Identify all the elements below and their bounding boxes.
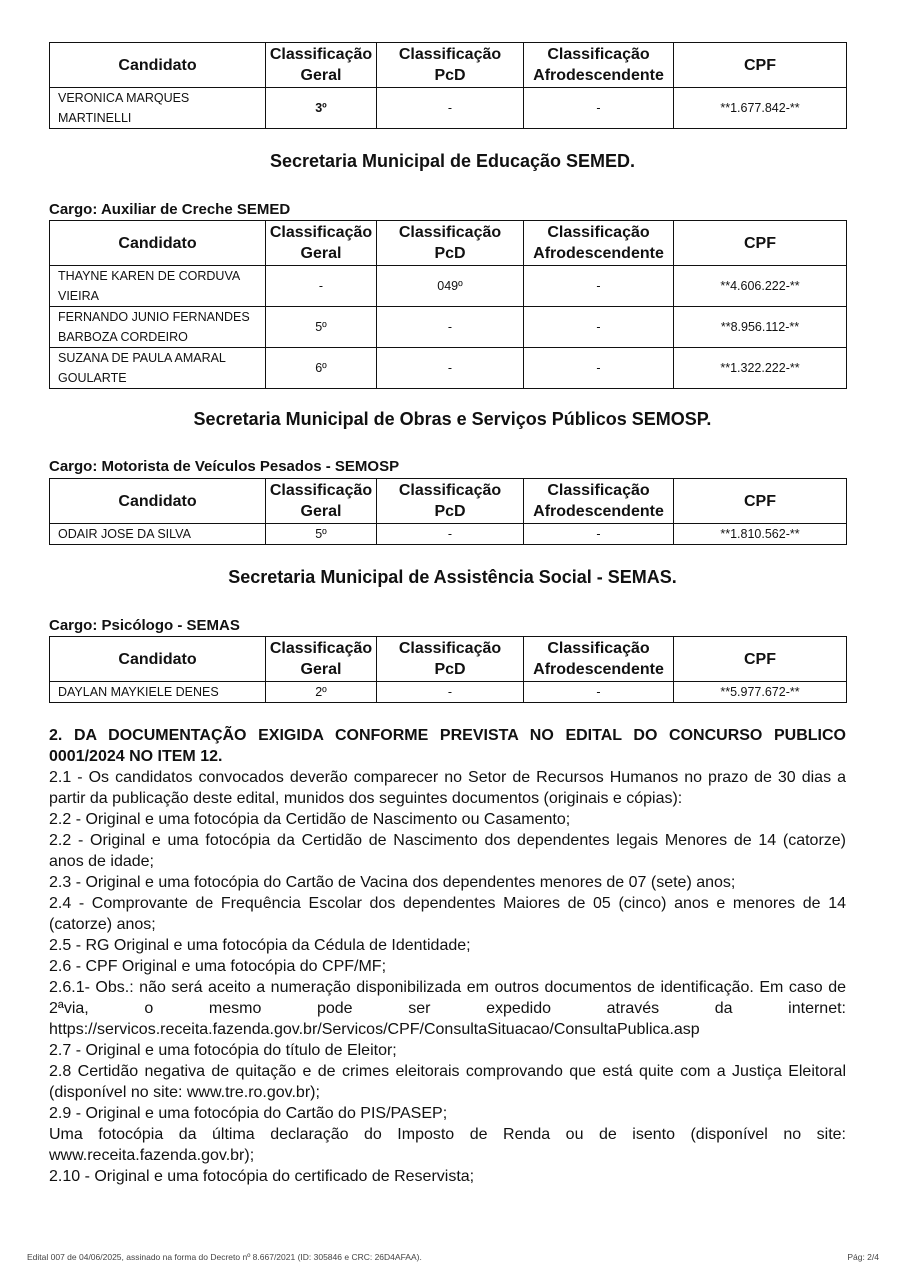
cell-cpf: **1.677.842-**: [674, 88, 847, 129]
candidates-table-semas: [49, 636, 847, 703]
header-candidato: Candidato: [50, 637, 266, 682]
header-afro: Classificação Afrodescendente: [524, 637, 674, 682]
table-row: [50, 682, 847, 703]
cell-candidato: THAYNE KAREN DE CORDUVA VIEIRA: [50, 266, 266, 307]
cell-cpf: **1.322.222-**: [674, 348, 847, 389]
cell-pcd: -: [377, 682, 524, 703]
cell-afro: -: [524, 266, 674, 307]
header-afro: Classificação Afrodescendente: [524, 221, 674, 266]
cell-candidato: DAYLAN MAYKIELE DENES: [50, 682, 266, 703]
header-cpf: CPF: [674, 479, 847, 524]
item-2-4: 2.4 - Comprovante de Frequência Escolar dos dependentes Maiores de 05 (cinco) anos e menores de 14 (catorze) anos;: [49, 895, 846, 933]
item-2-9: 2.9 - Original e uma fotocópia do Cartão do PIS/PASEP;: [49, 1105, 448, 1122]
table-header-row: [50, 479, 847, 524]
cell-geral: -: [266, 266, 377, 307]
header-pcd: Classificação PcD: [377, 221, 524, 266]
item-2-1: 2.1 - Os candidatos convocados deverão comparecer no Setor de Recursos Humanos no prazo de 30 dias a partir da publicação deste edital, munidos dos seguintes documentos (originais e cópias):: [49, 769, 846, 807]
header-geral: Classificação Geral: [266, 479, 377, 524]
item-2-10: 2.10 - Original e uma fotocópia do certificado de Reservista;: [49, 1168, 475, 1185]
table-row: [50, 524, 847, 545]
table-row: [50, 348, 847, 389]
cell-candidato: ODAIR JOSE DA SILVA: [50, 524, 266, 545]
candidates-table-semosp: [49, 478, 847, 545]
cell-candidato: FERNANDO JUNIO FERNANDES BARBOZA CORDEIRO: [50, 307, 266, 348]
item-2-7: 2.7 - Original e uma fotocópia do título de Eleitor;: [49, 1042, 397, 1059]
cell-pcd: -: [377, 307, 524, 348]
header-cpf: CPF: [674, 221, 847, 266]
header-candidato: Candidato: [50, 43, 266, 88]
item-2-2-b: 2.2 - Original e uma fotocópia da Certidão de Nascimento dos dependentes legais Menores de 14 (catorze) anos de idade;: [49, 832, 846, 870]
header-geral: Classificação Geral: [266, 637, 377, 682]
header-cpf: CPF: [674, 637, 847, 682]
section-title-semed: Secretaria Municipal de Educação SEMED.: [269, 151, 636, 171]
cell-cpf: **4.606.222-**: [674, 266, 847, 307]
footer-page-number: Pág: 2/4: [847, 1252, 879, 1262]
cell-afro: -: [524, 524, 674, 545]
table-header-row: [50, 637, 847, 682]
footer-edital-note: Edital 007 de 04/06/2025, assinado na forma do Decreto nº 8.667/2021 (ID: 305846 e CRC: 26D4AFAA).: [27, 1252, 422, 1262]
cell-cpf: **8.956.112-**: [674, 307, 847, 348]
header-geral: Classificação Geral: [266, 43, 377, 88]
cell-geral: 6º: [266, 348, 377, 389]
candidates-table-previous: [49, 42, 847, 129]
table-header-row: [50, 221, 847, 266]
candidates-table-semed: [49, 220, 847, 389]
cell-candidato: VERONICA MARQUES MARTINELLI: [50, 88, 266, 129]
cell-pcd: 049º: [377, 266, 524, 307]
cell-afro: -: [524, 307, 674, 348]
cell-pcd: -: [377, 524, 524, 545]
cell-afro: -: [524, 88, 674, 129]
item-imposto-renda: Uma fotocópia da última declaração do Imposto de Renda ou de isento (disponível no site: www.receita.fazenda.gov.br);: [49, 1126, 846, 1164]
cargo-label-semas: Cargo: Psicólogo - SEMAS: [49, 617, 240, 634]
item-2-3: 2.3 - Original e uma fotocópia do Cartão de Vacina dos dependentes menores de 07 (sete) anos;: [49, 874, 736, 891]
header-pcd: Classificação PcD: [377, 479, 524, 524]
section-2-heading: 2. DA DOCUMENTAÇÃO EXIGIDA CONFORME PREVISTA NO EDITAL DO CONCURSO PUBLICO 0001/2024 NO ITEM 12.: [49, 727, 846, 765]
cell-afro: -: [524, 682, 674, 703]
section-title-semosp: Secretaria Municipal de Obras e Serviços Públicos SEMOSP.: [193, 409, 712, 429]
header-afro: Classificação Afrodescendente: [524, 43, 674, 88]
item-2-5: 2.5 - RG Original e uma fotocópia da Cédula de Identidade;: [49, 937, 471, 954]
header-candidato: Candidato: [50, 479, 266, 524]
table-header-row: [50, 43, 847, 88]
item-2-8: 2.8 Certidão negativa de quitação e de crimes eleitorais comprovando que está quite com a Justiça Eleitoral (disponível no site: www.tre.ro.gov.br);: [49, 1063, 846, 1101]
cell-afro: -: [524, 348, 674, 389]
cell-geral: 5º: [266, 307, 377, 348]
item-2-6-1: 2.6.1- Obs.: não será aceito a numeração disponibilizada em outros documentos de identificação. Em caso de 2ªvia, o mesmo pode ser expedido através da internet:: [49, 979, 846, 1017]
cargo-label-semosp: Cargo: Motorista de Veículos Pesados - SEMOSP: [49, 458, 400, 475]
table-row: [50, 307, 847, 348]
item-2-6: 2.6 - CPF Original e uma fotocópia do CPF/MF;: [49, 958, 387, 975]
cell-candidato: SUZANA DE PAULA AMARAL GOULARTE: [50, 348, 266, 389]
cell-cpf: **5.977.672-**: [674, 682, 847, 703]
cell-pcd: -: [377, 348, 524, 389]
cargo-label-semed: Cargo: Auxiliar de Creche SEMED: [49, 201, 291, 218]
receita-url-link[interactable]: https://servicos.receita.fazenda.gov.br/Servicos/CPF/ConsultaSituacao/ConsultaPublica.asp: [49, 1021, 700, 1038]
header-pcd: Classificação PcD: [377, 637, 524, 682]
header-geral: Classificação Geral: [266, 221, 377, 266]
table-row: [50, 266, 847, 307]
section-title-semas: Secretaria Municipal de Assistência Social - SEMAS.: [228, 567, 677, 587]
cell-geral: 3º: [266, 88, 377, 129]
header-candidato: Candidato: [50, 221, 266, 266]
header-cpf: CPF: [674, 43, 847, 88]
cell-geral: 2º: [266, 682, 377, 703]
item-2-2-a: 2.2 - Original e uma fotocópia da Certidão de Nascimento ou Casamento;: [49, 811, 571, 828]
cell-pcd: -: [377, 88, 524, 129]
header-afro: Classificação Afrodescendente: [524, 479, 674, 524]
table-row: [50, 88, 847, 129]
section-2-body: [49, 725, 846, 1187]
header-pcd: Classificação PcD: [377, 43, 524, 88]
cell-geral: 5º: [266, 524, 377, 545]
cell-cpf: **1.810.562-**: [674, 524, 847, 545]
